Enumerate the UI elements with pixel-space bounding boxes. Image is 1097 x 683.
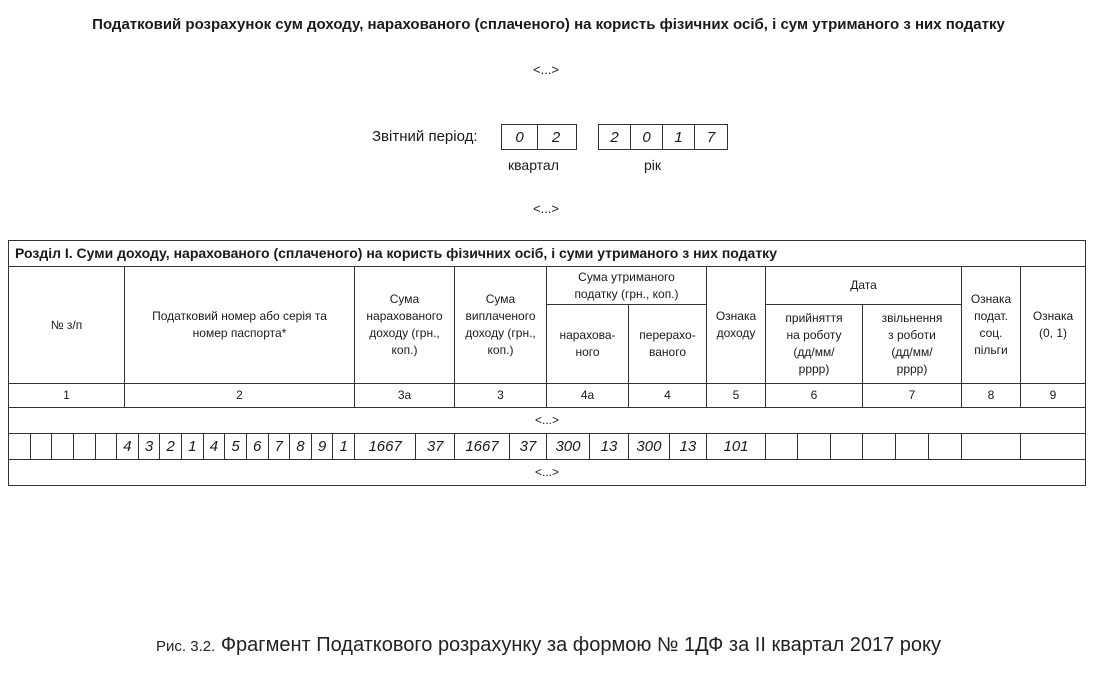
accrued-kop: 37	[426, 438, 444, 455]
hire-date-cell	[766, 434, 863, 460]
date-part	[831, 434, 862, 459]
date-part	[896, 434, 929, 459]
no-cell	[52, 434, 74, 459]
tax-transferred-kop: 13	[679, 438, 697, 455]
tax-digit: 1	[339, 438, 348, 455]
accrued-uah: 1667	[355, 434, 416, 459]
col-number: 6	[766, 384, 863, 408]
form-title: Податковий розрахунок сум доходу, нарахованого (сплаченого) на користь фізичних осіб, і сум утриманого з них податку	[92, 16, 1005, 33]
tax-digit: 9	[312, 434, 334, 459]
ellipsis-row: <...>	[9, 408, 1086, 434]
tax-digit: 7	[269, 434, 291, 459]
paid-cell	[455, 434, 547, 460]
year-digit: 7	[706, 128, 716, 146]
income-code: 101	[707, 434, 766, 460]
header-col8: Ознака подат. соц. пільги	[962, 267, 1021, 384]
header-date-group: Дата	[766, 267, 962, 305]
year-caption: рік	[644, 157, 662, 173]
date-part	[863, 434, 896, 459]
ellipsis-row: <...>	[9, 460, 1086, 486]
header-col3: Сума виплаченого доходу (грн., коп.)	[455, 267, 547, 384]
year-digit: 1	[663, 125, 695, 149]
no-cell	[31, 434, 53, 459]
col-number: 4	[629, 384, 707, 408]
dismissal-date-cell	[863, 434, 962, 460]
paid-kop: 37	[519, 438, 537, 455]
figure-caption	[0, 634, 1097, 657]
header-col7: звільнення з роботи (дд/мм/ рррр)	[863, 305, 962, 384]
no-cell	[9, 434, 31, 459]
col-number: 4а	[547, 384, 629, 408]
header-col6: прийняття на роботу (дд/мм/ рррр)	[766, 305, 863, 384]
header-col5: Ознака доходу	[707, 267, 766, 384]
tax-digit: 4	[117, 434, 139, 459]
period-label: Звітний період:	[372, 128, 478, 145]
date-part	[766, 434, 798, 459]
figure-label: Рис. 3.2.	[156, 638, 216, 655]
year-digit: 0	[631, 125, 663, 149]
ellipsis-mid: <...>	[532, 201, 560, 216]
tax-transferred-cell	[629, 434, 707, 460]
tax-digit: 3	[139, 434, 161, 459]
section-title: Розділ І. Суми доходу, нарахованого (сплаченого) на користь фізичних осіб, і суми утриманого з них податку	[9, 241, 1086, 267]
flag-cell	[1021, 434, 1086, 460]
tax-accrued-kop: 13	[600, 438, 618, 455]
row-id-cells	[9, 434, 355, 460]
no-cell	[74, 434, 96, 459]
date-part	[798, 434, 830, 459]
col-number: 8	[962, 384, 1021, 408]
quarter-digit: 2	[551, 128, 561, 146]
no-cell	[96, 434, 118, 459]
section-table	[8, 240, 1086, 486]
header-col4a: нарахова-ного	[547, 305, 629, 384]
tax-accrued-uah: 300	[547, 434, 590, 459]
table-row	[9, 434, 1086, 460]
col-number: 5	[707, 384, 766, 408]
date-part	[929, 434, 961, 459]
col-number: 9	[1021, 384, 1086, 408]
tax-digit: 1	[182, 434, 204, 459]
header-col1: № з/п	[9, 267, 125, 384]
ellipsis-top: <...>	[532, 62, 560, 77]
year-box	[598, 124, 728, 150]
quarter-digit: 0	[502, 125, 538, 149]
benefit-cell	[962, 434, 1021, 460]
header-col4-group: Сума утриманого податку (грн., коп.)	[547, 267, 707, 305]
tax-digit: 6	[247, 434, 269, 459]
tax-transferred-uah: 300	[629, 434, 670, 459]
tax-digit: 5	[225, 434, 247, 459]
paid-uah: 1667	[455, 434, 510, 459]
tax-digit: 8	[290, 434, 312, 459]
year-digit: 2	[599, 125, 631, 149]
header-col9: Ознака (0, 1)	[1021, 267, 1086, 384]
quarter-box	[501, 124, 577, 150]
col-number: 2	[125, 384, 355, 408]
tax-digit: 2	[160, 434, 182, 459]
figure-text: Фрагмент Податкового розрахунку за формою № 1ДФ за ІІ квартал 2017 року	[220, 634, 941, 656]
col-number: 3	[455, 384, 547, 408]
accrued-cell	[355, 434, 455, 460]
header-col4: перерахо-ваного	[629, 305, 707, 384]
header-col2: Податковий номер або серія та номер паспорта*	[125, 267, 355, 384]
col-number: 1	[9, 384, 125, 408]
header-col3a: Сума нарахованого доходу (грн., коп.)	[355, 267, 455, 384]
tax-accrued-cell	[547, 434, 629, 460]
quarter-caption: квартал	[508, 157, 559, 173]
tax-digit: 4	[204, 434, 226, 459]
col-number: 3а	[355, 384, 455, 408]
col-number: 7	[863, 384, 962, 408]
